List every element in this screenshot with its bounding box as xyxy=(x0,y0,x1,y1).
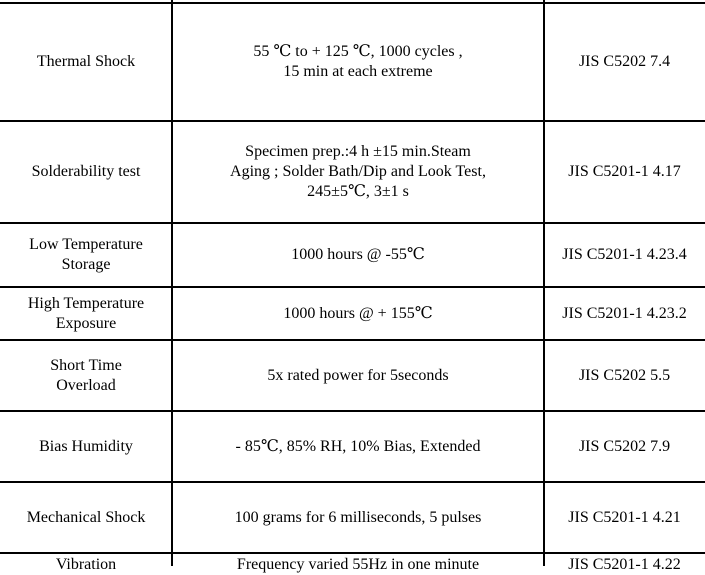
row-divider xyxy=(0,481,705,483)
table-row xyxy=(0,483,705,553)
row-divider xyxy=(0,222,705,224)
test-standard-cell xyxy=(544,288,705,339)
test-standard-cell xyxy=(544,4,705,120)
test-name-cell xyxy=(0,224,172,286)
test-name: Bias Humidity xyxy=(39,437,133,455)
table-row xyxy=(0,122,705,222)
test-name-cell xyxy=(0,555,172,575)
test-standard-cell xyxy=(544,122,705,222)
test-name-cell xyxy=(0,483,172,553)
test-name-cell xyxy=(0,4,172,120)
test-standard: JIS C5201-1 4.22 xyxy=(568,556,681,573)
test-condition-cell xyxy=(172,122,544,222)
test-standard-cell xyxy=(544,412,705,481)
test-condition-cell xyxy=(172,224,544,286)
test-condition-cell xyxy=(172,4,544,120)
row-divider xyxy=(0,286,705,288)
column-divider xyxy=(171,0,173,566)
test-name: Thermal Shock xyxy=(36,53,136,70)
test-name-cell xyxy=(0,122,172,222)
test-standard: JIS C5201-1 4.23.4 xyxy=(562,246,687,263)
table-row xyxy=(0,555,705,575)
table-row xyxy=(0,341,705,410)
test-condition-cell xyxy=(172,555,544,575)
test-condition-cell xyxy=(172,288,544,339)
row-divider xyxy=(0,552,705,554)
test-name: Short Time Overload xyxy=(50,356,122,394)
test-condition: 5x rated power for 5seconds xyxy=(267,366,449,384)
test-standard-cell xyxy=(544,224,705,286)
table-row xyxy=(0,288,705,339)
test-condition: 55 ℃ to + 125 ℃, 1000 cycles , 15 min at each extreme xyxy=(253,43,463,80)
test-standard: JIS C5202 5.5 xyxy=(578,366,671,384)
column-divider xyxy=(543,0,545,566)
test-condition-cell xyxy=(172,483,544,553)
table-row xyxy=(0,4,705,120)
test-condition-cell xyxy=(172,341,544,410)
test-standard-cell xyxy=(544,483,705,553)
test-standard-cell xyxy=(544,555,705,575)
test-name: Low Temperature Storage xyxy=(29,236,143,273)
test-condition: - 85℃, 85% RH, 10% Bias, Extended xyxy=(235,437,481,455)
test-standard-cell xyxy=(544,341,705,410)
test-condition: Specimen prep.:4 h ±15 min.Steam Aging ; Solder Bath/Dip and Look Test, 245±5℃, 3±1 s xyxy=(230,143,486,200)
test-standard: JIS C5202 7.4 xyxy=(578,53,671,70)
test-name: Mechanical Shock xyxy=(26,509,146,526)
row-divider xyxy=(0,410,705,412)
test-condition-cell xyxy=(172,412,544,481)
test-name: Solderability test xyxy=(31,163,141,180)
test-condition: Frequency varied 55Hz in one minute xyxy=(236,556,480,573)
test-name-cell xyxy=(0,288,172,339)
test-condition: 100 grams for 6 milliseconds, 5 pulses xyxy=(234,509,482,526)
row-divider xyxy=(0,339,705,341)
test-name-cell xyxy=(0,412,172,481)
test-name: High Temperature Exposure xyxy=(27,294,145,332)
test-condition: 1000 hours @ + 155℃ xyxy=(283,304,433,322)
test-standard: JIS C5201-1 4.21 xyxy=(568,509,681,526)
test-name: Vibration xyxy=(55,556,117,573)
table-row xyxy=(0,224,705,286)
row-divider xyxy=(0,120,705,122)
row-divider xyxy=(0,2,705,4)
table-row xyxy=(0,412,705,481)
test-standard: JIS C5201-1 4.23.2 xyxy=(562,304,687,322)
test-condition: 1000 hours @ -55℃ xyxy=(291,246,425,263)
test-standard: JIS C5202 7.9 xyxy=(578,437,671,455)
test-name-cell xyxy=(0,341,172,410)
test-standard: JIS C5201-1 4.17 xyxy=(568,163,681,180)
